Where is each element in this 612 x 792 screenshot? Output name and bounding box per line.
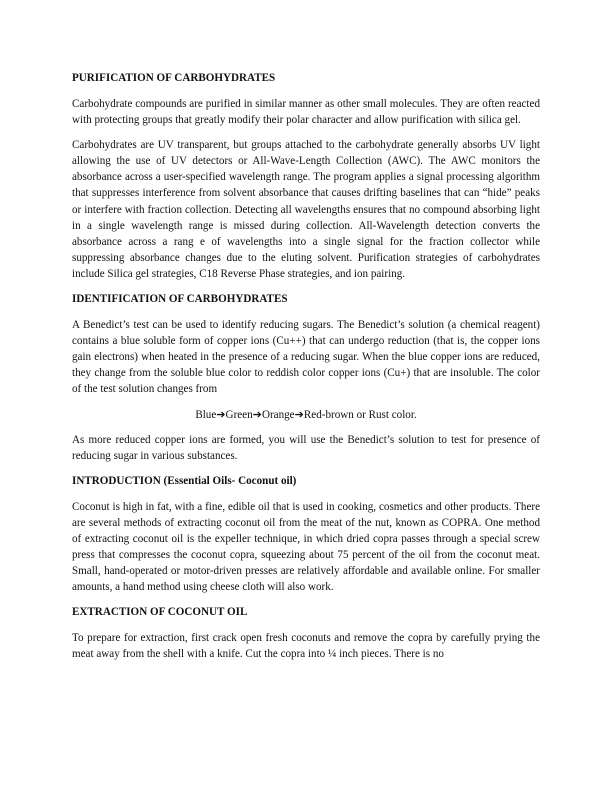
paragraph-extraction: To prepare for extraction, first crack open fresh coconuts and remove the copra by carefully prying the meat away from the shell with a knife. Cut the copra into ¼ inch pieces. There is no (72, 632, 540, 661)
paragraph-uv-detection: Carbohydrates are UV transparent, but groups attached to the carbohydrate generally absorbs UV light allowing the use of UV detectors or All-Wave-Length Collection (AWC). The AWC monitors the absorbance across a user-specified wavelength range. The program applies a signal processing algorithm that suppresses interference from solvent absorbance that causes drifting baselines that can “hide” peaks or interfere with fraction collection. Detecting all wavelengths ensures that no compound absorbing light in a single wavelength range is missed during collection. All-Wavelength detection converts the absorbance across a rang e of wavelengths into a single signal for the fraction collector while suppressing absorbance changes due to the eluting solvent. Purification strategies of carbohydrates include Silica gel strategies, C18 Reverse Phase strategies, and ion pairing. (72, 139, 540, 280)
paragraph-coconut-intro: Coconut is high in fat, with a fine, edible oil that is used in cooking, cosmetics and other products. There are several methods of extracting coconut oil from the meat of the nut, known as COPRA. One method of extracting coconut oil is the expeller technique, in which dried copra passes through a special screw press that compresses the coconut copra, squeezing about 75 percent of the oil from the coconut meat. Small, hand-operated or motor-driven presses are relatively affordable and available online. For smaller amounts, a hand method using cheese cloth will also work. (72, 500, 540, 594)
heading-identification: IDENTIFICATION OF CARBOHYDRATES (72, 293, 288, 306)
paragraph-purification-intro: Carbohydrate compounds are purified in similar manner as other small molecules. They are often reacted with protecting groups that greatly modify their polar character and allow purification with silica gel. (72, 98, 540, 127)
paragraph-reduced-copper: As more reduced copper ions are formed, you will use the Benedict’s solution to test for presence of reducing sugar in various substances. (72, 433, 540, 462)
paragraph-benedicts-test: A Benedict’s test can be used to identify reducing sugars. The Benedict’s solution (a chemical reagent) contains a blue soluble form of copper ions (Cu++) that can undergo reduction (that is, the copper ions gain electrons) when heated in the presence of a reducing sugar. When the blue copper ions are reduced, they change from the soluble blue color to reddish color copper ions (Cu+) that are insoluble. The color of the test solution changes from (72, 319, 540, 396)
heading-extraction: EXTRACTION OF COCONUT OIL (72, 606, 248, 619)
heading-purification: PURIFICATION OF CARBOHYDRATES (72, 72, 276, 84)
document-page (72, 70, 540, 672)
heading-introduction: INTRODUCTION (Essential Oils- Coconut oil) (72, 474, 297, 487)
color-sequence: Blue➔Green➔Orange➔Red-brown or Rust color. (195, 408, 417, 421)
